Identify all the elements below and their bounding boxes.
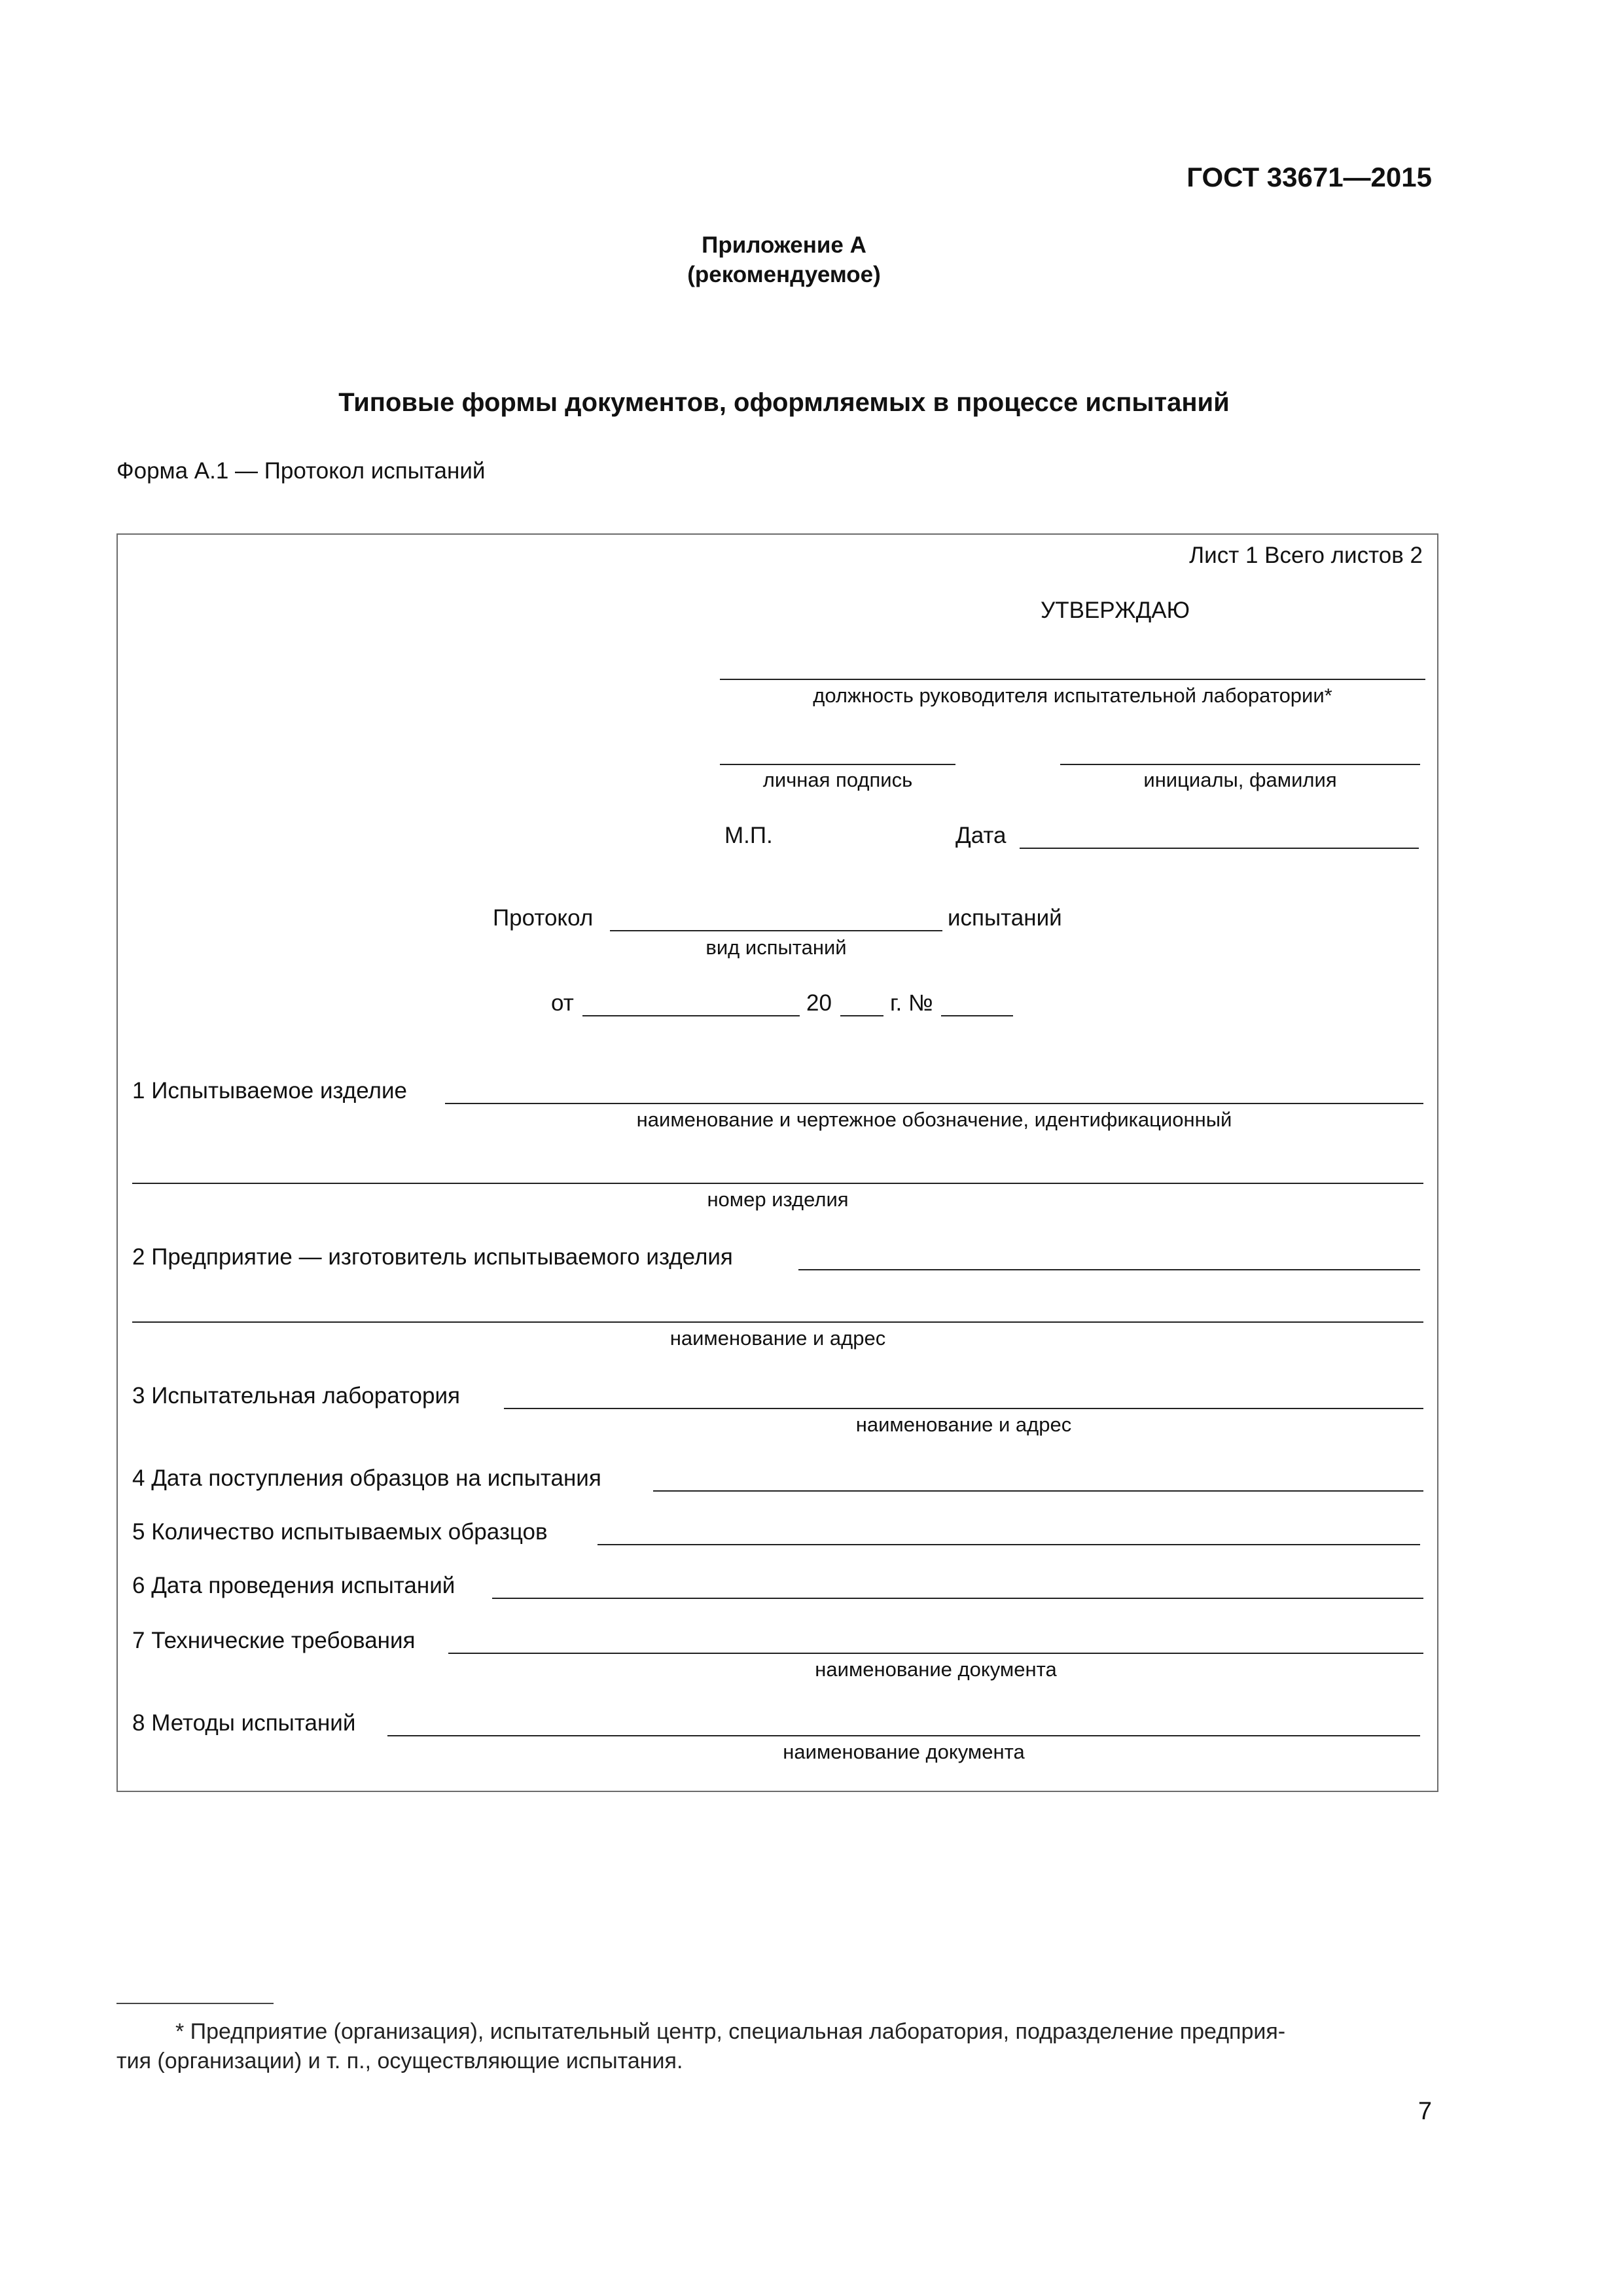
item-8-label: 8 Методы испытаний xyxy=(132,1710,356,1736)
item-7-label: 7 Технические требования xyxy=(132,1628,416,1653)
approver-position-field[interactable] xyxy=(720,679,1425,680)
protocol-date-field[interactable] xyxy=(582,1015,800,1016)
test-type-field[interactable] xyxy=(610,930,942,931)
item-1-label: 1 Испытываемое изделие xyxy=(132,1078,407,1103)
item-4-label: 4 Дата поступления образцов на испытания xyxy=(132,1465,601,1491)
item-2-caption: наименование и адрес xyxy=(669,1327,886,1350)
protocol-suffix: испытаний xyxy=(948,905,1062,931)
approve-heading: УТВЕРЖДАЮ xyxy=(1041,598,1190,623)
name-field[interactable] xyxy=(1060,764,1420,765)
item-1-caption-continued: номер изделия xyxy=(707,1188,849,1211)
number-label: г. № xyxy=(890,990,933,1016)
form-label: Форма А.1 — Протокол испытаний xyxy=(116,458,486,484)
protocol-prefix: Протокол xyxy=(493,905,594,931)
seal-label: М.П. xyxy=(724,823,773,848)
item-5-label: 5 Количество испытываемых образцов xyxy=(132,1519,548,1545)
item-1-caption: наименование и чертежное обозначение, идентификационный xyxy=(636,1108,1232,1131)
approver-position-caption: должность руководителя испытательной лаборатории* xyxy=(813,684,1332,707)
item-8-field[interactable] xyxy=(387,1735,1420,1736)
year-prefix: 20 xyxy=(806,990,832,1016)
item-4-field[interactable] xyxy=(653,1490,1423,1492)
item-1-field[interactable] xyxy=(445,1103,1423,1104)
appendix-status: (рекомендуемое) xyxy=(687,262,881,287)
signature-field[interactable] xyxy=(720,764,955,765)
item-3-field[interactable] xyxy=(504,1408,1423,1409)
item-3-caption: наименование и адрес xyxy=(855,1413,1072,1436)
signature-caption: личная подпись xyxy=(762,768,913,791)
item-8-caption: наименование документа xyxy=(783,1740,1025,1763)
item-5-field[interactable] xyxy=(597,1544,1420,1545)
item-2-field[interactable] xyxy=(798,1269,1420,1270)
item-1-field-continued[interactable] xyxy=(132,1183,1423,1184)
name-caption: инициалы, фамилия xyxy=(1143,768,1337,791)
approval-date-field[interactable] xyxy=(1020,848,1419,849)
sheet-info: Лист 1 Всего листов 2 xyxy=(1189,543,1423,568)
appendix-title: Приложение А xyxy=(702,232,866,258)
item-7-caption: наименование документа xyxy=(815,1658,1057,1681)
item-3-label: 3 Испытательная лаборатория xyxy=(132,1383,460,1408)
footnote-divider xyxy=(116,2003,274,2004)
item-2-field-continued[interactable] xyxy=(132,1321,1423,1323)
item-6-field[interactable] xyxy=(492,1598,1423,1599)
from-label: от xyxy=(551,990,574,1016)
protocol-number-field[interactable] xyxy=(941,1015,1013,1016)
item-6-label: 6 Дата проведения испытаний xyxy=(132,1573,455,1598)
item-2-label: 2 Предприятие — изготовитель испытываемого изделия xyxy=(132,1244,733,1270)
section-title: Типовые формы документов, оформляемых в процессе испытаний xyxy=(338,388,1230,417)
footnote-line-2: тия (организации) и т. п., осуществляющие испытания. xyxy=(116,2049,683,2073)
page-number: 7 xyxy=(1418,2098,1432,2125)
date-label: Дата xyxy=(955,823,1007,848)
standard-number: ГОСТ 33671—2015 xyxy=(1186,162,1432,192)
item-7-field[interactable] xyxy=(448,1653,1423,1654)
test-type-caption: вид испытаний xyxy=(705,936,847,959)
year-field[interactable] xyxy=(840,1015,883,1016)
footnote-line-1: * Предприятие (организация), испытательный центр, специальная лаборатория, подразделение предприя- xyxy=(175,2019,1286,2044)
protocol-form xyxy=(116,533,1438,1792)
